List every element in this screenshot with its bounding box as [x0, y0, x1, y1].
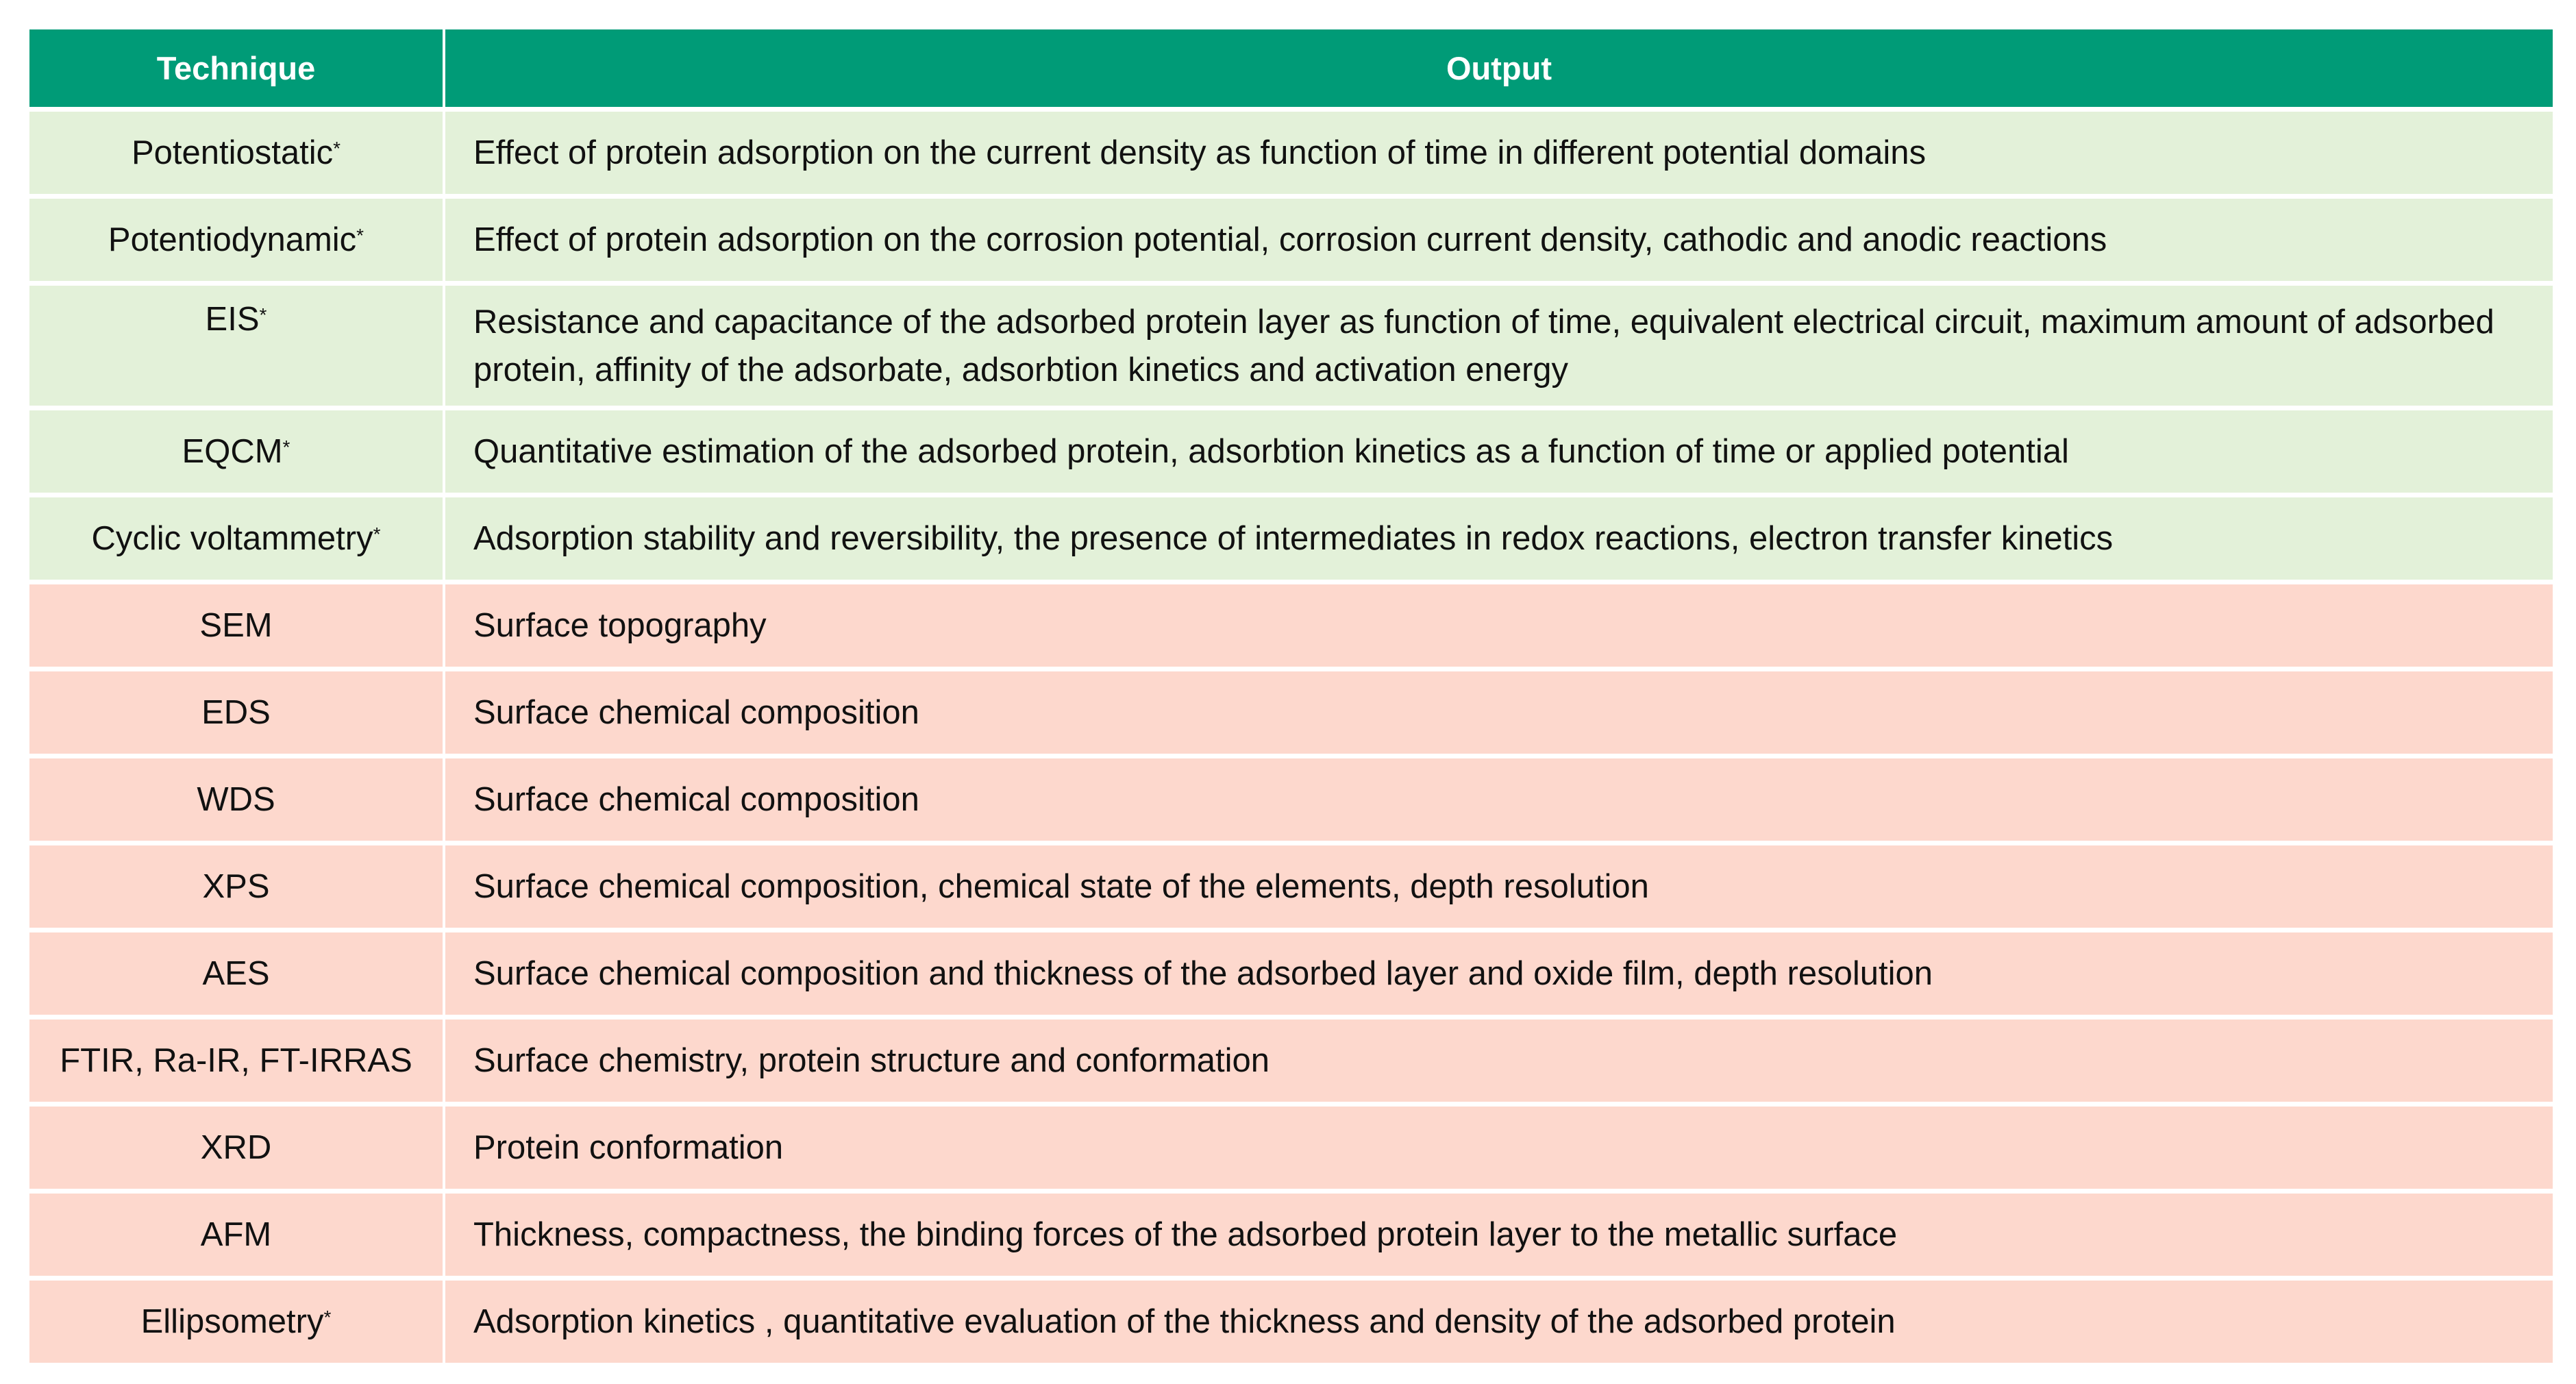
technique-label: SEM [199, 607, 273, 644]
table-row [29, 1107, 2553, 1189]
output-cell: Thickness, compactness, the binding forces of the adsorbed protein layer to the metallic surface [445, 1194, 2553, 1276]
header-output: Output [445, 29, 2553, 107]
output-cell: Surface chemistry, protein structure and conformation [445, 1020, 2553, 1102]
technique-cell [29, 497, 443, 580]
technique-cell [29, 286, 443, 406]
technique-cell [29, 112, 443, 194]
table-header-row [29, 29, 2553, 107]
output-cell: Resistance and capacitance of the adsorbed protein layer as function of time, equivalent electrical circuit, maximum amount of adsorbed protein, affinity of the adsorbate, adsorbtion kinetics and activation energy [445, 286, 2553, 406]
technique-label: Ellipsometry [140, 1303, 324, 1340]
table-row [29, 584, 2553, 667]
footnote-mark: * [333, 138, 341, 159]
technique-label: XRD [200, 1129, 272, 1166]
footnote-mark: * [323, 1307, 332, 1328]
table-row [29, 112, 2553, 194]
footnote-mark: * [259, 304, 267, 325]
technique-label: Potentiostatic [131, 134, 334, 171]
footnote-mark: * [356, 225, 364, 246]
footnote-mark: * [373, 523, 381, 545]
technique-label: EIS [205, 301, 260, 338]
output-cell: Adsorption stability and reversibility, the presence of intermediates in redox reactions, electron transfer kinetics [445, 497, 2553, 580]
table-row [29, 1020, 2553, 1102]
technique-label: FTIR, Ra-IR, FT-IRRAS [60, 1042, 412, 1079]
table-row [29, 671, 2553, 754]
header-technique: Technique [29, 29, 443, 107]
output-cell: Surface topography [445, 584, 2553, 667]
table-row [29, 932, 2553, 1015]
technique-label: WDS [197, 781, 275, 818]
technique-cell [29, 845, 443, 928]
technique-cell [29, 932, 443, 1015]
technique-cell [29, 584, 443, 667]
output-cell: Quantitative estimation of the adsorbed protein, adsorbtion kinetics as a function of time or applied potential [445, 410, 2553, 493]
technique-cell [29, 1281, 443, 1363]
table-row [29, 199, 2553, 281]
technique-label: Cyclic voltammetry [91, 520, 373, 557]
technique-label: EQCM [182, 433, 283, 470]
output-cell: Surface chemical composition [445, 671, 2553, 754]
technique-label: AFM [200, 1216, 272, 1253]
technique-cell [29, 758, 443, 841]
technique-cell [29, 671, 443, 754]
output-cell: Surface chemical composition and thickness of the adsorbed layer and oxide film, depth resolution [445, 932, 2553, 1015]
output-cell: Protein conformation [445, 1107, 2553, 1189]
techniques-table [29, 29, 2553, 1368]
technique-cell [29, 1194, 443, 1276]
table-row [29, 758, 2553, 841]
technique-label: XPS [202, 868, 270, 905]
table-row [29, 1281, 2553, 1363]
table-row [29, 410, 2553, 493]
table-row [29, 497, 2553, 580]
technique-cell [29, 1020, 443, 1102]
footnote-mark: * [282, 436, 290, 458]
output-cell: Effect of protein adsorption on the current density as function of time in different potential domains [445, 112, 2553, 194]
output-cell: Surface chemical composition [445, 758, 2553, 841]
table-row [29, 845, 2553, 928]
technique-cell [29, 410, 443, 493]
table-row [29, 286, 2553, 406]
technique-label: EDS [201, 694, 271, 731]
technique-label: AES [202, 955, 270, 992]
output-cell: Surface chemical composition, chemical state of the elements, depth resolution [445, 845, 2553, 928]
output-cell: Adsorption kinetics , quantitative evaluation of the thickness and density of the adsorbed protein [445, 1281, 2553, 1363]
technique-cell [29, 199, 443, 281]
output-cell: Effect of protein adsorption on the corrosion potential, corrosion current density, cathodic and anodic reactions [445, 199, 2553, 281]
table-row [29, 1194, 2553, 1276]
technique-label: Potentiodynamic [108, 221, 357, 258]
technique-cell [29, 1107, 443, 1189]
